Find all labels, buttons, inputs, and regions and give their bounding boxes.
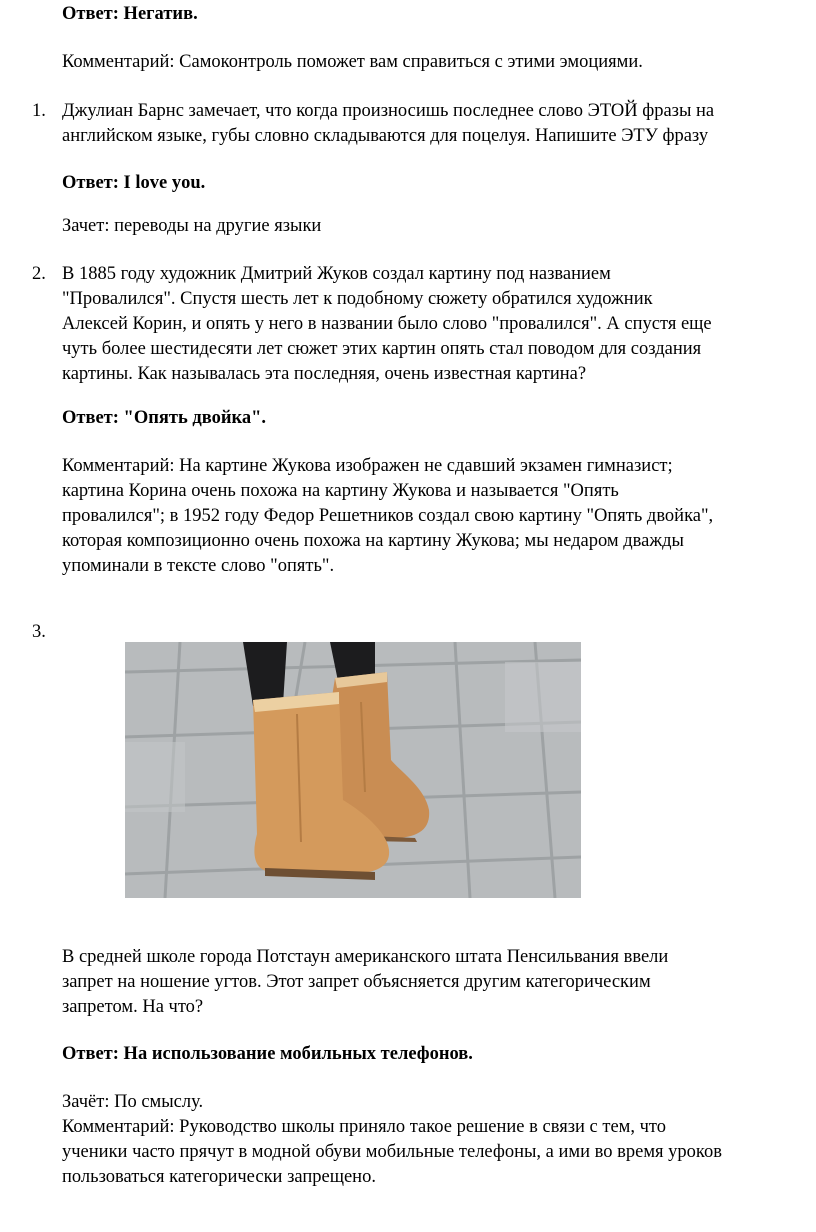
q3-answer: Ответ: На использование мобильных телефонов. [62, 1044, 473, 1064]
q1-text [62, 99, 812, 149]
top-answer: Ответ: Негатив. [62, 4, 198, 24]
q3-comment-line: пользоваться категорически запрещено. [62, 1167, 376, 1187]
q2-line: чуть более шестидесяти лет сюжет этих картин опять стал поводом для создания [62, 339, 702, 359]
q2-number: 2. [32, 264, 46, 284]
q3-comment-line: Комментарий: Руководство школы приняло такое решение в связи с тем, что [62, 1117, 667, 1137]
q3-line: запретом. На что? [62, 997, 204, 1017]
q2-line: Алексей Корин, и опять у него в названии было слово "провалился". А спустя еще [62, 314, 712, 334]
q2-line: В 1885 году художник Дмитрий Жуков создал картину под названием [62, 264, 611, 284]
q2-comment-line: Комментарий: На картине Жукова изображен не сдавший экзамен гимназист; [62, 456, 673, 476]
q1-line: английском языке, губы словно складываются для поцелуя. Напишите ЭТУ фразу [62, 126, 709, 146]
ugg-boots-photo [125, 642, 581, 898]
q2-line: картины. Как называлась эта последняя, очень известная картина? [62, 364, 587, 384]
top-comment: Комментарий: Самоконтроль поможет вам справиться с этими эмоциями. [62, 52, 643, 72]
q2-text [62, 262, 812, 387]
q2-comment-line: упоминали в тексте слово "опять". [62, 556, 335, 576]
q3-credit: Зачёт: По смыслу. [62, 1092, 204, 1112]
q2-comment-line: которая композиционно очень похожа на картину Жукова; мы недаром дважды [62, 531, 684, 551]
q2-comment-line: картина Корина очень похожа на картину Жукова и называется "Опять [62, 481, 619, 501]
q2-comment [62, 454, 812, 579]
q2-answer: Ответ: "Опять двойка". [62, 408, 267, 428]
q3-comment-line: ученики часто прячут в модной обуви мобильные телефоны, а ими во время уроков [62, 1142, 722, 1162]
q1-answer: Ответ: I love you. [62, 173, 206, 193]
q3-line: запрет на ношение угтов. Этот запрет объясняется другим категорическим [62, 972, 651, 992]
q3-comment [62, 1115, 812, 1190]
q1-number: 1. [32, 101, 46, 121]
q3-line: В средней школе города Потстаун американского штата Пенсильвания ввели [62, 947, 669, 967]
q2-line: "Провалился". Спустя шесть лет к подобному сюжету обратился художник [62, 289, 653, 309]
q2-comment-line: провалился"; в 1952 году Федор Решетников создал свою картину "Опять двойка", [62, 506, 714, 526]
q1-line: Джулиан Барнс замечает, что когда произносишь последнее слово ЭТОЙ фразы на [62, 101, 715, 121]
q3-number: 3. [32, 622, 46, 642]
q3-text [62, 945, 812, 1020]
q1-credit: Зачет: переводы на другие языки [62, 216, 322, 236]
